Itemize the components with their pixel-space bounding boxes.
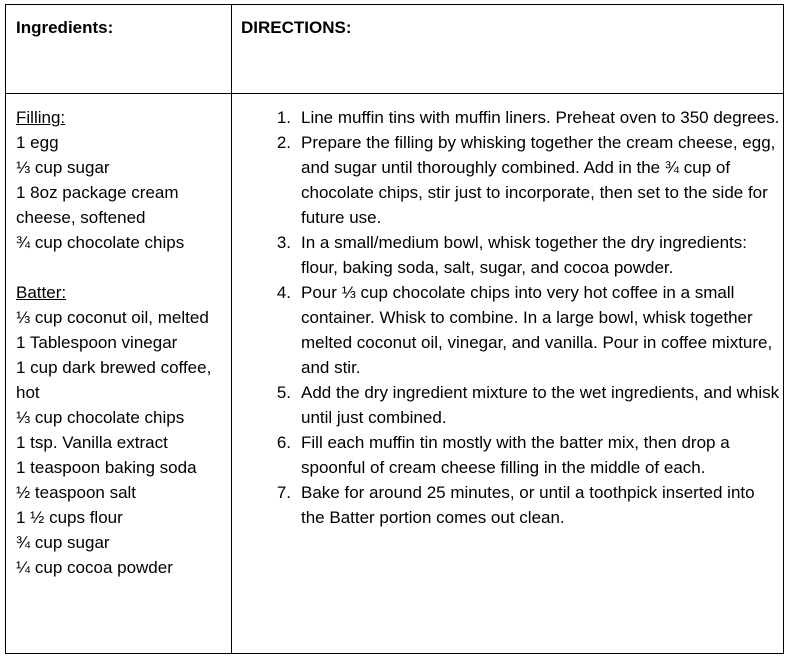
step-number: 3. <box>276 233 291 252</box>
step-text: Prepare the filling by whisking together the cream cheese, egg, and sugar until thoroughly combined. Add in the ¾ cup of chocolate chips, stir just to incorporate, then set to the side for future use. <box>301 133 776 227</box>
step-number: 4. <box>276 283 291 302</box>
direction-step <box>241 105 781 130</box>
batter-title: Batter: <box>16 283 67 302</box>
direction-step <box>241 130 781 230</box>
step-text: In a small/medium bowl, whisk together the dry ingredients: flour, baking soda, salt, sugar, and cocoa powder. <box>301 233 747 277</box>
step-number: 7. <box>276 483 291 502</box>
step-number: 1. <box>276 108 291 127</box>
ingredient-item: ⅓ cup coconut oil, melted <box>16 308 209 327</box>
step-text: Add the dry ingredient mixture to the wet ingredients, and whisk until just combined. <box>301 383 780 427</box>
step-text: Fill each muffin tin mostly with the batter mix, then drop a spoonful of cream cheese filling in the middle of each. <box>301 433 730 477</box>
ingredient-item: 1 egg <box>16 133 59 152</box>
directions-cell <box>241 105 781 530</box>
ingredient-item: ⅓ cup chocolate chips <box>16 408 185 427</box>
ingredient-item: 1 8oz package cream cheese, softened <box>16 183 179 227</box>
ingredient-item: 1 cup dark brewed coffee, hot <box>16 358 212 402</box>
direction-step <box>241 280 781 380</box>
ingredient-item: ¾ cup sugar <box>16 533 110 552</box>
direction-step <box>241 430 781 480</box>
ingredient-item: ¼ cup cocoa powder <box>16 558 173 577</box>
ingredient-item: 1 ½ cups flour <box>16 508 123 527</box>
ingredient-item: 1 teaspoon baking soda <box>16 458 197 477</box>
ingredients-header: Ingredients: <box>16 18 114 37</box>
step-text: Line muffin tins with muffin liners. Preheat oven to 350 degrees. <box>301 108 780 127</box>
direction-step <box>241 380 781 430</box>
step-number: 2. <box>276 133 291 152</box>
ingredient-item: 1 Tablespoon vinegar <box>16 333 178 352</box>
ingredient-item: ½ teaspoon salt <box>16 483 137 502</box>
ingredient-item: ⅓ cup sugar <box>16 158 110 177</box>
step-number: 6. <box>276 433 291 452</box>
ingredient-item: ¾ cup chocolate chips <box>16 233 185 252</box>
directions-header: DIRECTIONS: <box>241 18 352 37</box>
column-divider <box>231 5 232 653</box>
recipe-table <box>5 4 784 654</box>
spacer <box>16 255 226 280</box>
step-text: Bake for around 25 minutes, or until a toothpick inserted into the Batter portion comes out clean. <box>301 483 755 527</box>
header-divider <box>6 93 783 94</box>
step-number: 5. <box>276 383 291 402</box>
direction-step <box>241 480 781 530</box>
filling-title: Filling: <box>16 108 66 127</box>
ingredients-cell <box>16 105 226 580</box>
ingredient-item: 1 tsp. Vanilla extract <box>16 433 168 452</box>
step-text: Pour ⅓ cup chocolate chips into very hot coffee in a small container. Whisk to combine. In a large bowl, whisk together melted coconut oil, vinegar, and vanilla. Pour in coffee mixture, and stir. <box>301 283 773 377</box>
direction-step <box>241 230 781 280</box>
